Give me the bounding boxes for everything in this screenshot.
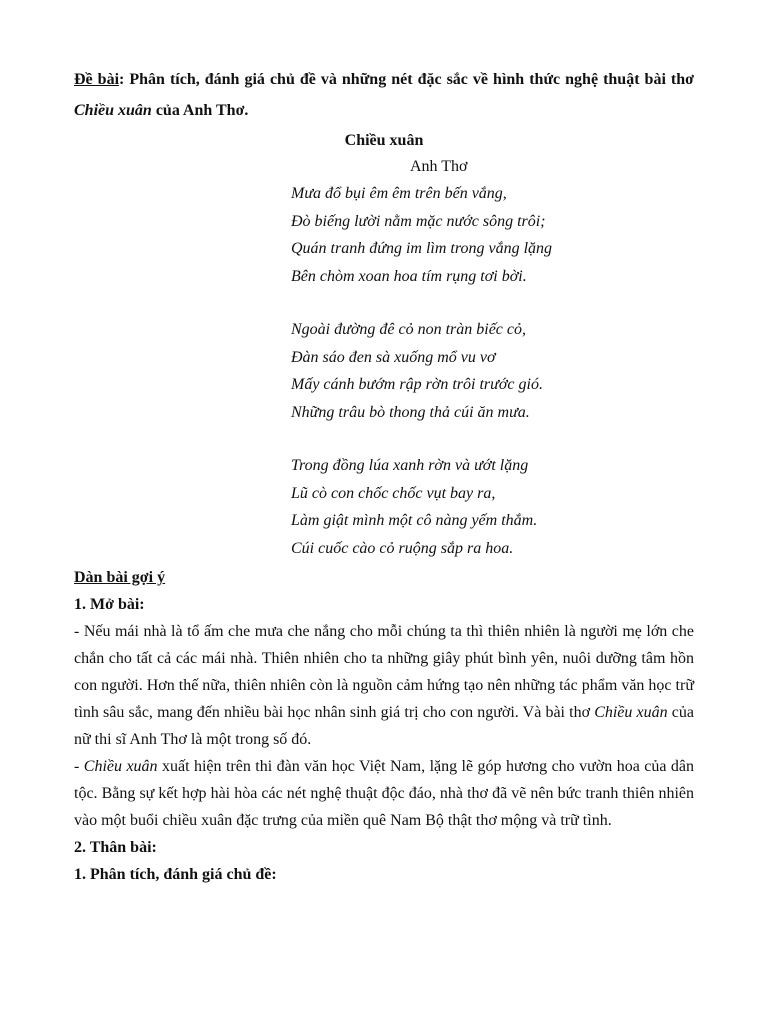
poem-stanza-2 — [74, 316, 694, 426]
topic-poem-title: Chiều xuân — [74, 102, 152, 119]
poem-line: Mấy cánh bướm rập rờn trôi trước gió. — [291, 376, 543, 393]
body-sub-heading: 1. Phân tích, đánh giá chủ đề: — [74, 866, 277, 883]
poem-line: Lũ cò con chốc chốc vụt bay ra, — [291, 484, 496, 502]
poem-title: Chiều xuân — [344, 132, 424, 149]
topic-text: : Phân tích, đánh giá chủ đề và những nét đặc sắc về hình thức nghệ thuật bài thơ — [119, 71, 695, 88]
body-heading: 2. Thân bài: — [74, 839, 157, 856]
poem-line: Ngoài đường đê cỏ non tràn biếc cỏ, — [291, 321, 527, 338]
poem-stanza-3 — [74, 452, 694, 562]
poem-line: Cúi cuốc cào cỏ ruộng sắp ra hoa. — [291, 539, 514, 557]
intro-heading: 1. Mở bài: — [74, 596, 145, 613]
poem-line: Quán tranh đứng im lìm trong vắng lặng — [291, 240, 553, 257]
poem-stanza-1 — [74, 180, 694, 290]
poem-line: Trong đồng lúa xanh rờn và ướt lặng — [291, 457, 529, 474]
document-page — [74, 64, 694, 888]
poem-line: Bên chòm xoan hoa tím rụng tơi bời. — [291, 267, 527, 285]
intro-paragraph-2: - Chiều xuân xuất hiện trên thi đàn văn học Việt Nam, lặng lẽ góp hương cho vườn hoa của dân tộc. Bằng sự kết hợp hài hòa các nét nghệ thuật độc đáo, nhà thơ đã vẽ nên bức tranh thiên nhiên vào một buổi chiều xuân đặc trưng của miền quê Nam Bộ thật thơ mộng và trữ tình. — [74, 758, 694, 829]
intro-paragraph-1: - Nếu mái nhà là tổ ấm che mưa che nắng cho mỗi chúng ta thì thiên nhiên là người mẹ lớn che chắn cho tất cả các mái nhà. Thiên nhiên cho ta những giây phút bình yên, nuôi dưỡng tâm hồn con người. Hơn thế nữa, thiên nhiên còn là nguồn cảm hứng tạo nên những tác phẩm văn học trữ tình sâu sắc, mang đến nhiều bài học nhân sinh giá trị cho con người. Và bài thơ Chiều xuân của nữ thi sĩ Anh Thơ là một trong số đó. — [74, 623, 695, 748]
poem-line: Những trâu bò thong thả cúi ăn mưa. — [291, 403, 530, 421]
poem-title-ref: Chiều xuân — [594, 704, 668, 721]
poem-line: Đò biếng lười nằm mặc nước sông trôi; — [291, 212, 546, 230]
poem-line: Đàn sáo đen sà xuống mổ vu vơ — [291, 348, 496, 366]
outline-heading: Dàn bài gợi ý — [74, 569, 166, 586]
poem-title-ref: Chiều xuân — [83, 758, 158, 775]
poem-author: Anh Thơ — [410, 158, 468, 175]
poem-line: Làm giật mình một cô nàng yếm thắm. — [291, 512, 538, 529]
stanza-gap — [74, 290, 694, 316]
poem-line: Mưa đổ bụi êm êm trên bến vắng, — [291, 185, 507, 202]
topic-label: Đề bài — [74, 71, 120, 88]
topic-statement — [74, 64, 694, 126]
topic-text-end: của Anh Thơ. — [151, 102, 249, 119]
stanza-gap — [74, 426, 694, 452]
